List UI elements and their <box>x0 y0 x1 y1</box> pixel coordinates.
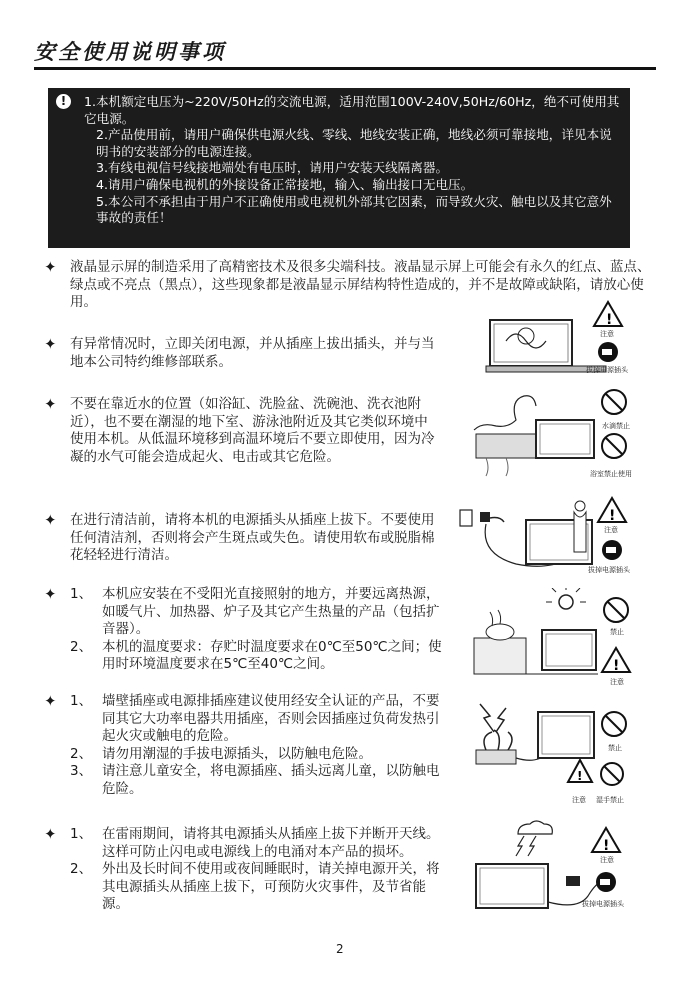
caption-caution: 注意 <box>610 678 624 686</box>
list-item: 1、 墙壁插座或电源排插座建议使用经安全认证的产品，不要同其它大功率电器共用插座，否则会因插座过负荷发热引起火灾或触电的危险。 <box>70 693 440 745</box>
list-item: 2、 请勿用潮湿的手拔电源插头，以防触电危险。 <box>70 745 372 762</box>
caption-prohibit: 禁止 <box>608 744 622 752</box>
caption-caution: 注意 <box>604 526 618 534</box>
star-bullet-icon: ✦ <box>44 395 57 413</box>
page-title: 安全使用说明事项 <box>34 39 226 64</box>
caption-unplug: 拔掉电源插头 <box>588 566 630 574</box>
list-item: 3、 请注意儿童安全，将电源插座、插头远离儿童，以防触电危险。 <box>70 763 440 797</box>
caption-caution: 注意 <box>600 330 614 338</box>
list-item: 2、 本机的温度要求：存贮时温度要求在0℃至50℃之间；使用时环境温度要求在5℃至40℃之间。 <box>70 638 442 673</box>
illustration-heat <box>466 588 652 688</box>
star-bullet-icon: ✦ <box>44 258 57 276</box>
star-bullet-icon: ✦ <box>44 511 57 529</box>
svg-text:!: ! <box>609 508 616 524</box>
caption-wet-hand-ban: 湿手禁止 <box>596 796 624 804</box>
warning-list <box>58 94 622 227</box>
list-item: 2、 外出及长时间不使用或夜间睡眠时，请关掉电源开关，将其电源插头从插座上拔下，可预防火灾事件，及节省能源。 <box>70 861 440 913</box>
star-bullet-icon: ✦ <box>44 692 57 710</box>
warning-box <box>48 88 630 248</box>
caption-prohibit: 禁止 <box>610 628 624 636</box>
svg-text:!: ! <box>577 769 583 783</box>
page-number: 2 <box>336 942 344 956</box>
warning-circle-icon: ! <box>56 94 71 109</box>
star-bullet-icon: ✦ <box>44 825 57 843</box>
caption-caution: 注意 <box>600 856 614 864</box>
list-item: 1、 在雷雨期间，请将其电源插头从插座上拔下并断开天线。这样可防止闪电或电源线上的电涌对本产品的损坏。 <box>70 826 440 860</box>
illustration-water <box>466 384 652 484</box>
illustration-clean <box>456 494 652 578</box>
star-bullet-icon: ✦ <box>44 585 57 603</box>
caption-bath-ban: 浴室禁止使用 <box>590 470 632 478</box>
caption-caution: 注意 <box>572 796 586 804</box>
section-text: 不要在靠近水的位置（如浴缸、洗脸盆、洗碗池、洗衣池附近），也不要在潮湿的地下室、游泳池附近及其它类似环境中使用本机。从低温环境移到高温环境后不要立即使用，因为冷凝的水气可能会造成起火、电击或其它危险。 <box>70 396 435 465</box>
caption-unplug: 拔掉电源插头 <box>586 366 628 374</box>
svg-text:!: ! <box>613 658 620 674</box>
caption-unplug: 拔掉电源插头 <box>582 900 624 908</box>
illustration-socket <box>466 694 652 806</box>
svg-text:!: ! <box>603 838 610 854</box>
warning-item: 1.本机额定电压为~220V/50Hz的交流电源，适用范围100V-240V,50Hz/60Hz，绝不可使用其它电源。 <box>84 94 620 126</box>
section-text: 液晶显示屏的制造采用了高精密技术及很多尖端科技。液晶显示屏上可能会有永久的红点、蓝点、绿点或不亮点（黑点），这些现象都是液晶显示屏结构特性造成的，并不是故障或缺陷，请放心使用。 <box>70 259 651 311</box>
illustration-abnormal <box>466 296 652 376</box>
illustration-storm <box>466 820 652 920</box>
section-text: 在进行清洁前，请将本机的电源插头从插座上拔下。不要使用任何清洁剂，否则将会产生斑点或失色。请使用软布或脱脂棉花轻轻进行清洁。 <box>70 512 435 564</box>
title-rule <box>34 67 656 70</box>
list-item: 1、 本机应安装在不受阳光直接照射的地方，并要远离热源，如暖气片、加热器、炉子及其它产生热量的产品（包括扩音器）。 <box>70 586 440 638</box>
warning-item: 4.请用户确保电视机的外接设备正常接地，输入、输出接口无电压。 <box>96 176 474 192</box>
caption-water-ban: 水滴禁止 <box>602 422 630 430</box>
warning-item: 2.产品使用前，请用户确保供电源火线、零线、地线安装正确，地线必须可靠接地，详见本说明书的安装部分的电源连接。 <box>96 127 612 159</box>
star-bullet-icon: ✦ <box>44 335 57 353</box>
warning-item: 3.有线电视信号线接地端处有电压时，请用户安装天线隔离器。 <box>96 160 449 176</box>
warning-item: 5.本公司不承担由于用户不正确使用或电视机外部其它因素，而导致火灾、触电以及其它意外事故的责任！ <box>96 193 612 226</box>
svg-text:!: ! <box>606 312 613 328</box>
section-text: 有异常情况时，立即关闭电源，并从插座上拔出插头，并与当地本公司特约维修部联系。 <box>70 336 435 370</box>
